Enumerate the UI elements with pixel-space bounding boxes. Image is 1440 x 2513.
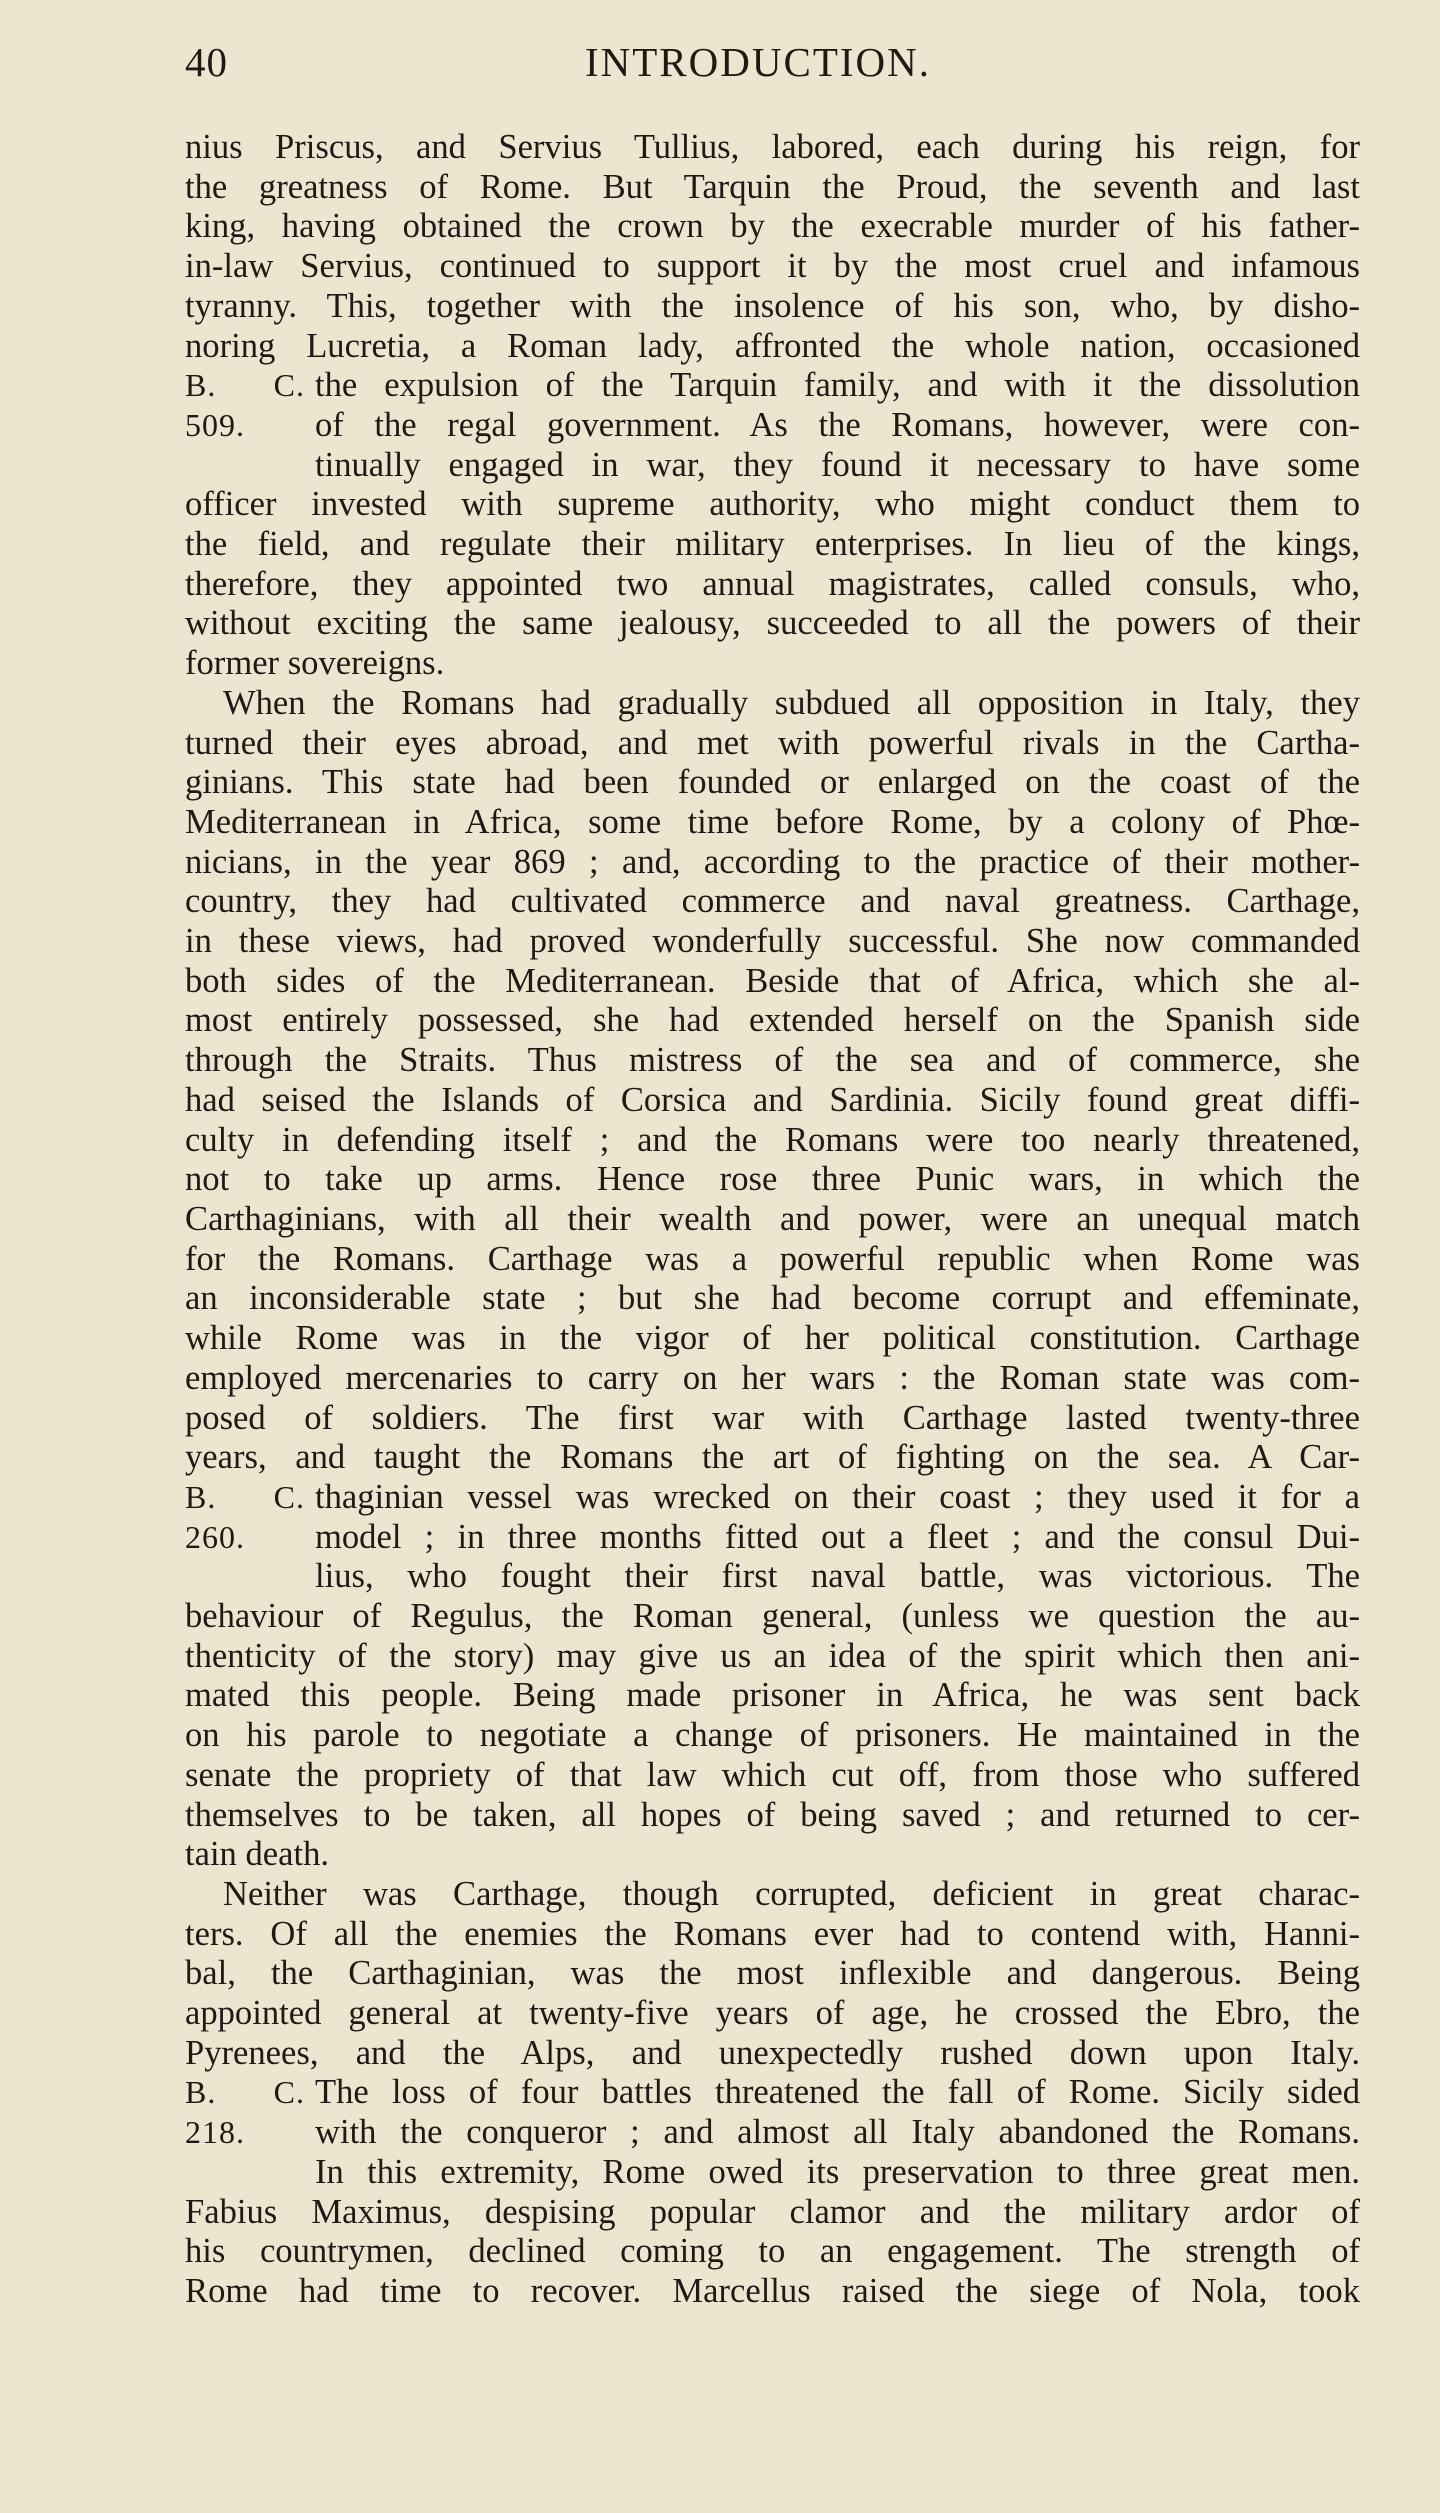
text-line: nius Priscus, and Servius Tullius, labored, each during his reign, for xyxy=(185,128,1360,166)
text-line: ginians. This state had been founded or enlarged on the coast of the xyxy=(185,763,1360,802)
text-line: behaviour of Regulus, the Roman general, (unless we question the au- xyxy=(185,1597,1360,1636)
text-line: ters. Of all the enemies the Romans ever had to contend with, Hanni- xyxy=(185,1914,1360,1953)
text-line: through the Straits. Thus mistress of the sea and of commerce, she xyxy=(185,1041,1360,1080)
text-line: tain death. xyxy=(185,1835,330,1874)
text-line-content: lius, who fought their first naval battle, was victorious. The xyxy=(315,1557,1360,1596)
text-line: the expulsion of the Tarquin family, and with it the dissolution xyxy=(315,366,1360,405)
text-line: on his parole to negotiate a change of prisoners. He maintained in the xyxy=(185,1716,1360,1755)
text-line: Fabius Maximus, despising popular clamor and the military ardor of xyxy=(185,2192,1360,2231)
text-line: Rome had time to recover. Marcellus raised the siege of Nola, took xyxy=(185,2271,1360,2310)
text-line: both sides of the Mediterranean. Beside that of Africa, which she al- xyxy=(185,961,1360,1000)
text-line: his countrymen, declined coming to an engagement. The strength of xyxy=(185,2232,1360,2271)
text-line: appointed general at twenty-five years of age, he crossed the Ebro, the xyxy=(185,1994,1360,2033)
text-line xyxy=(185,2113,1360,2153)
text-line: bal, the Carthaginian, was the most inflexible and dangerous. Being xyxy=(185,1954,1360,1993)
text-line: therefore, they appointed two annual magistrates, called consuls, who, xyxy=(185,564,1360,603)
text-line: Neither was Carthage, though corrupted, deficient in great charac- xyxy=(223,1874,1360,1913)
text-line: not to take up arms. Hence rose three Punic wars, in which the xyxy=(185,1160,1360,1199)
paragraph-2 xyxy=(185,684,1360,1875)
text-line: Carthaginians, with all their wealth and power, were an unequal match xyxy=(185,1199,1360,1238)
text-line: the greatness of Rome. But Tarquin the Proud, the seventh and last xyxy=(185,167,1360,206)
text-line: while Rome was in the vigor of her political constitution. Carthage xyxy=(185,1319,1360,1358)
page-header xyxy=(185,38,1360,108)
text-line: the field, and regulate their military enterprises. In lieu of the kings, xyxy=(185,525,1360,564)
text-line-content: of the regal government. As the Romans, however, were con- xyxy=(315,405,1360,444)
text-line: turned their eyes abroad, and met with powerful rivals in the Cartha- xyxy=(185,723,1360,762)
body-text xyxy=(185,128,1360,2312)
text-line-content: model ; in three months fitted out a fleet ; and the consul Dui- xyxy=(315,1517,1360,1556)
text-line xyxy=(185,2153,1360,2193)
text-line xyxy=(185,446,1360,486)
margin-note-label: B. C. xyxy=(185,1478,305,1515)
margin-note-year: 218. xyxy=(185,2114,245,2151)
text-line: posed of soldiers. The first war with Carthage lasted twenty-three xyxy=(185,1398,1360,1437)
text-line: themselves to be taken, all hopes of being saved ; and returned to cer- xyxy=(185,1795,1360,1834)
paragraph-3 xyxy=(185,1875,1360,2312)
margin-note-year: 260. xyxy=(185,1518,245,1555)
text-line: for the Romans. Carthage was a powerful republic when Rome was xyxy=(185,1239,1360,1278)
text-line: country, they had cultivated commerce and naval greatness. Carthage, xyxy=(185,882,1360,921)
text-line-content: with the conqueror ; and almost all Italy abandoned the Romans. xyxy=(315,2113,1360,2152)
text-line: noring Lucretia, a Roman lady, affronted the whole nation, occasioned xyxy=(185,326,1360,365)
text-line: former sovereigns. xyxy=(185,644,445,683)
text-line xyxy=(185,406,1360,446)
text-line: tyranny. This, together with the insolence of his son, who, by disho- xyxy=(185,286,1360,325)
text-line-content: tinually engaged in war, they found it necessary to have some xyxy=(315,445,1360,484)
text-line: mated this people. Being made prisoner in Africa, he was sent back xyxy=(185,1676,1360,1715)
text-line: culty in defending itself ; and the Romans were too nearly threatened, xyxy=(185,1120,1360,1159)
text-line: an inconsiderable state ; but she had become corrupt and effeminate, xyxy=(185,1279,1360,1318)
text-line: Mediterranean in Africa, some time before Rome, by a colony of Phœ- xyxy=(185,802,1360,841)
text-line: Pyrenees, and the Alps, and unexpectedly rushed down upon Italy. xyxy=(185,2033,1360,2072)
text-line: officer invested with supreme authority, who might conduct them to xyxy=(185,485,1360,524)
margin-note-year: 509. xyxy=(185,406,245,443)
text-line: When the Romans had gradually subdued all opposition in Italy, they xyxy=(223,683,1360,722)
text-line: The loss of four battles threatened the fall of Rome. Sicily sided xyxy=(315,2073,1360,2112)
text-line: most entirely possessed, she had extended herself on the Spanish side xyxy=(185,1001,1360,1040)
text-line: nicians, in the year 869 ; and, according to the practice of their mother- xyxy=(185,842,1360,881)
text-line xyxy=(185,1518,1360,1558)
page-number: 40 xyxy=(185,39,228,85)
text-line: years, and taught the Romans the art of fighting on the sea. A Car- xyxy=(185,1438,1360,1477)
text-line: without exciting the same jealousy, succeeded to all the powers of their xyxy=(185,604,1360,643)
text-line: senate the propriety of that law which cut off, from those who suffered xyxy=(185,1755,1360,1794)
text-line: employed mercenaries to carry on her wars : the Roman state was com- xyxy=(185,1358,1360,1397)
text-line: had seised the Islands of Corsica and Sardinia. Sicily found great diffi- xyxy=(185,1080,1360,1119)
margin-note-label: B. C. xyxy=(185,2074,305,2111)
margin-note-label: B. C. xyxy=(185,367,305,404)
text-line xyxy=(185,1557,1360,1597)
text-line: in these views, had proved wonderfully successful. She now commanded xyxy=(185,922,1360,961)
paragraph-1 xyxy=(185,128,1360,684)
text-line: thaginian vessel was wrecked on their coast ; they used it for a xyxy=(315,1477,1360,1516)
text-line-content: In this extremity, Rome owed its preservation to three great men. xyxy=(315,2152,1360,2191)
text-line: thenticity of the story) may give us an idea of the spirit which then ani- xyxy=(185,1636,1360,1675)
text-line: king, having obtained the crown by the execrable murder of his father- xyxy=(185,207,1360,246)
running-head: INTRODUCTION. xyxy=(585,39,931,85)
text-line: in-law Servius, continued to support it by the most cruel and infamous xyxy=(185,247,1360,286)
